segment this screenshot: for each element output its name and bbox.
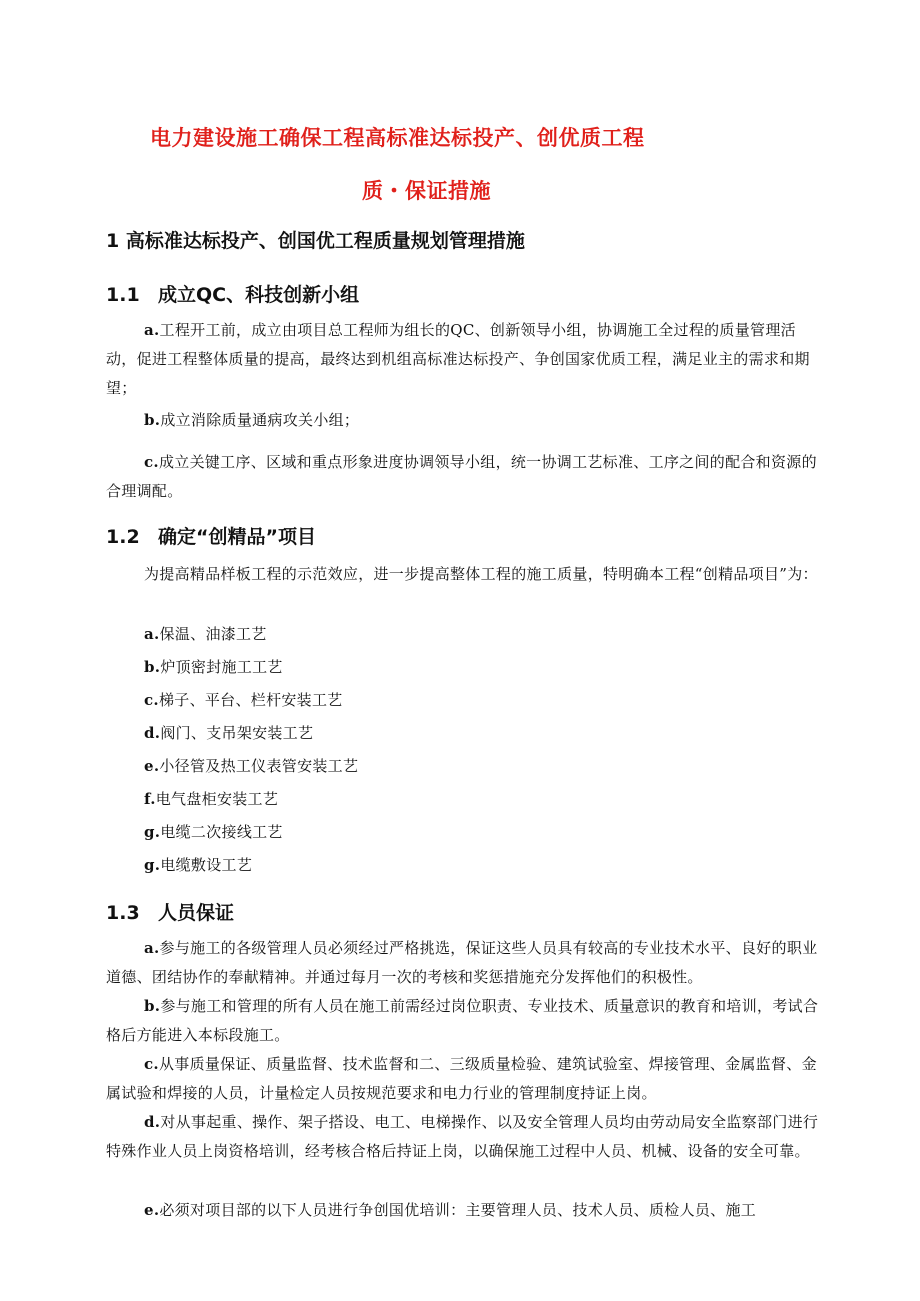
list-item	[144, 854, 252, 875]
item-label: b.	[144, 411, 161, 429]
section-number: 1.1	[106, 284, 140, 306]
item-text: 必须对项目部的以下人员进行争创国优培训：主要管理人员、技术人员、质检人员、施工	[159, 1201, 757, 1219]
paragraph-item	[106, 316, 820, 403]
section-title: 确定“创精品”项目	[158, 526, 316, 548]
document-title-line2: 质・保证措施	[362, 179, 491, 203]
section-number: 1.3	[106, 902, 140, 924]
paragraph-item	[106, 448, 820, 506]
list-item	[144, 656, 283, 677]
item-text: 阀门、支吊架安装工艺	[160, 724, 314, 742]
list-item	[144, 755, 358, 776]
item-label: a.	[144, 625, 160, 643]
item-text: 电缆二次接线工艺	[160, 823, 283, 841]
item-text: 小径管及热工仪表管安装工艺	[159, 757, 359, 775]
item-text: 工程开工前，成立由项目总工程师为组长的QC、创新领导小组，协调施工全过程的质量管理活动，促进工程整体质量的提高，最终达到机组高标准达标投产、争创国家优质工程，满足业主的需求和期望；	[106, 321, 810, 397]
item-text: 参与施工和管理的所有人员在施工前需经过岗位职责、专业技术、质量意识的教育和培训，考试合格后方能进入本标段施工。	[106, 997, 819, 1044]
item-label: g.	[144, 823, 161, 841]
item-label: e.	[144, 1201, 160, 1219]
paragraph-item	[106, 1108, 820, 1166]
item-label: c.	[144, 691, 159, 709]
item-label: c.	[144, 1055, 159, 1073]
section-1-1-heading	[106, 280, 359, 307]
item-label: a.	[144, 321, 160, 339]
item-text: 电缆敷设工艺	[160, 856, 253, 874]
item-text: 电气盘柜安装工艺	[155, 790, 279, 808]
item-label: f.	[144, 790, 156, 808]
item-text: 成立关键工序、区域和重点形象进度协调领导小组，统一协调工艺标准、工序之间的配合和资源的合理调配。	[106, 453, 817, 500]
item-label: g.	[144, 856, 161, 874]
item-label: d.	[144, 1113, 161, 1131]
list-item	[144, 821, 283, 842]
item-text: 从事质量保证、质量监督、技术监督和二、三级质量检验、建筑试验室、焊接管理、金属监督、金属试验和焊接的人员，计量检定人员按规范要求和电力行业的管理制度持证上岗。	[106, 1055, 817, 1102]
section-title: 成立QC、科技创新小组	[158, 284, 360, 306]
item-label: a.	[144, 939, 160, 957]
section-1-2-heading	[106, 522, 316, 549]
item-label: e.	[144, 757, 160, 775]
item-label: b.	[144, 658, 161, 676]
item-label: d.	[144, 724, 161, 742]
item-text: 成立消除质量通病攻关小组；	[160, 411, 360, 429]
item-text: 保温、油漆工艺	[159, 625, 267, 643]
list-item	[144, 722, 313, 743]
item-label: c.	[144, 453, 159, 471]
item-text: 对从事起重、操作、架子搭设、电工、电梯操作、以及安全管理人员均由劳动局安全监察部门进行特殊作业人员上岗资格培训，经考核合格后持证上岗，以确保施工过程中人员、机械、设备的安全可靠。	[106, 1113, 819, 1160]
paragraph-item	[106, 1050, 820, 1108]
list-item	[144, 689, 343, 710]
paragraph-item	[106, 992, 820, 1050]
item-text: 炉顶密封施工工艺	[160, 658, 283, 676]
item-text: 参与施工的各级管理人员必须经过严格挑选，保证这些人员具有较高的专业技术水平、良好的职业道德、团结协作的奉献精神。并通过每月一次的考核和奖惩措施充分发挥他们的积极性。	[106, 939, 818, 986]
paragraph-intro: 为提高精品样板工程的示范效应，进一步提高整体工程的施工质量，特明确本工程“创精品项目”为：	[144, 565, 818, 583]
section-title: 人员保证	[158, 902, 235, 924]
section-1-heading: 1 高标准达标投产、创国优工程质量规划管理措施	[106, 230, 525, 252]
paragraph-item	[106, 406, 820, 435]
paragraph-item	[106, 934, 820, 992]
section-number: 1.2	[106, 526, 140, 548]
item-text: 梯子、平台、栏杆安装工艺	[158, 691, 343, 709]
list-item	[144, 788, 278, 809]
list-item	[144, 623, 267, 644]
section-1-3-heading	[106, 898, 234, 925]
document-title-line1: 电力建设施工确保工程高标准达标投产、创优质工程	[150, 126, 645, 150]
item-label: b.	[144, 997, 161, 1015]
paragraph-item	[106, 1196, 820, 1225]
